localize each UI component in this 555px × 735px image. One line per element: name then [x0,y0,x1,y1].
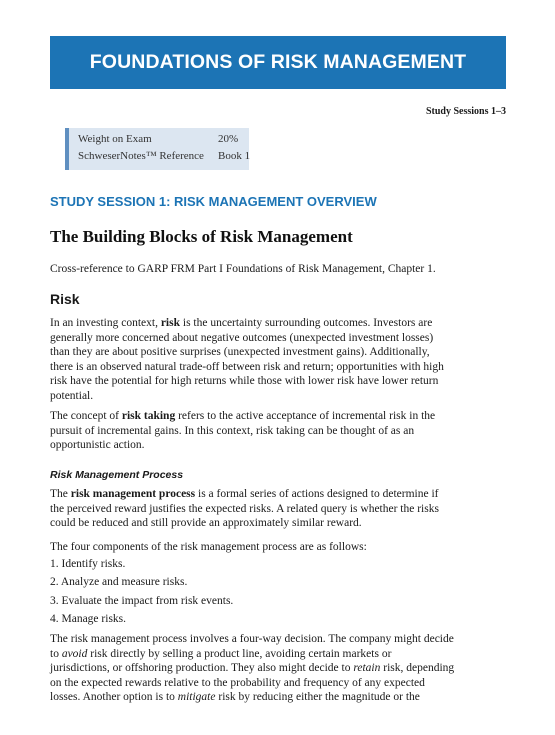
study-session-title: STUDY SESSION 1: RISK MANAGEMENT OVERVIEW [50,194,377,209]
term-risk-taking: risk taking [121,410,176,422]
list-item: 4. Manage risks. [50,613,127,625]
reading-title: The Building Blocks of Risk Management [50,227,353,246]
term-risk-management-process: risk management process [70,488,196,500]
risk-heading: Risk [50,291,80,307]
term-retain: retain [353,662,381,674]
exam-weight-label: Weight on Exam [78,133,152,145]
list-item: 1. Identify risks. [50,558,126,570]
study-sessions-label: Study Sessions 1–3 [425,106,506,117]
reference-value: Book 1 [218,150,251,162]
term-mitigate: mitigate [177,691,216,703]
banner-title: FOUNDATIONS OF RISK MANAGEMENT [50,36,506,89]
exam-weight-row [78,133,239,145]
reference-row [78,150,251,162]
risk-management-process-heading: Risk Management Process [50,469,184,481]
list-item: 2. Analyze and measure risks. [50,576,188,588]
list-item: 3. Evaluate the impact from risk events. [50,595,234,607]
paragraph-four-components: The four components of the risk management process are as follows: [50,541,367,553]
term-avoid: avoid [61,647,88,660]
cross-reference: Cross-reference to GARP FRM Part I Foundations of Risk Management, Chapter 1. [50,263,436,275]
term-risk: risk [160,317,180,329]
paragraph-four-way-decision: The risk management process involves a four-way decision. The company might decide to avoid risk directly by selling a product line, avoiding certain markets or jurisdictions, or offshoring production. They also might decide to retain risk, depending on the expected rewards relative to the probability and frequency of any expected losses. Another option is to mitigate risk by reducing either the magnitude or the [50,633,455,703]
paragraph-risk-definition: In an investing context, risk is the uncertainty surrounding outcomes. Investors are generally more concerned about negative outcomes (unexpected investment losses) than they are about positive surprises (unexpected investment gains). Additionally, there is an observed natural trade-off between risk and return; opportunities with high risk have the potential for high returns while those with lower risk have lower return potential. [50,317,444,402]
paragraph-risk-taking: The concept of risk taking refers to the active acceptance of incremental risk in the pursuit of incremental gains. In this context, risk taking can be thought of as an opportunistic action. [50,410,436,451]
exam-weight-value: 20% [218,133,239,145]
paragraph-risk-management-process: The risk management process is a formal series of actions designed to determine if the perceived reward justifies the expected risks. A related query is whether the risks could be reduced and still provide an approximately similar reward. [50,488,439,529]
reference-label: SchweserNotes™ Reference [78,150,204,162]
exam-info-box [65,128,249,170]
